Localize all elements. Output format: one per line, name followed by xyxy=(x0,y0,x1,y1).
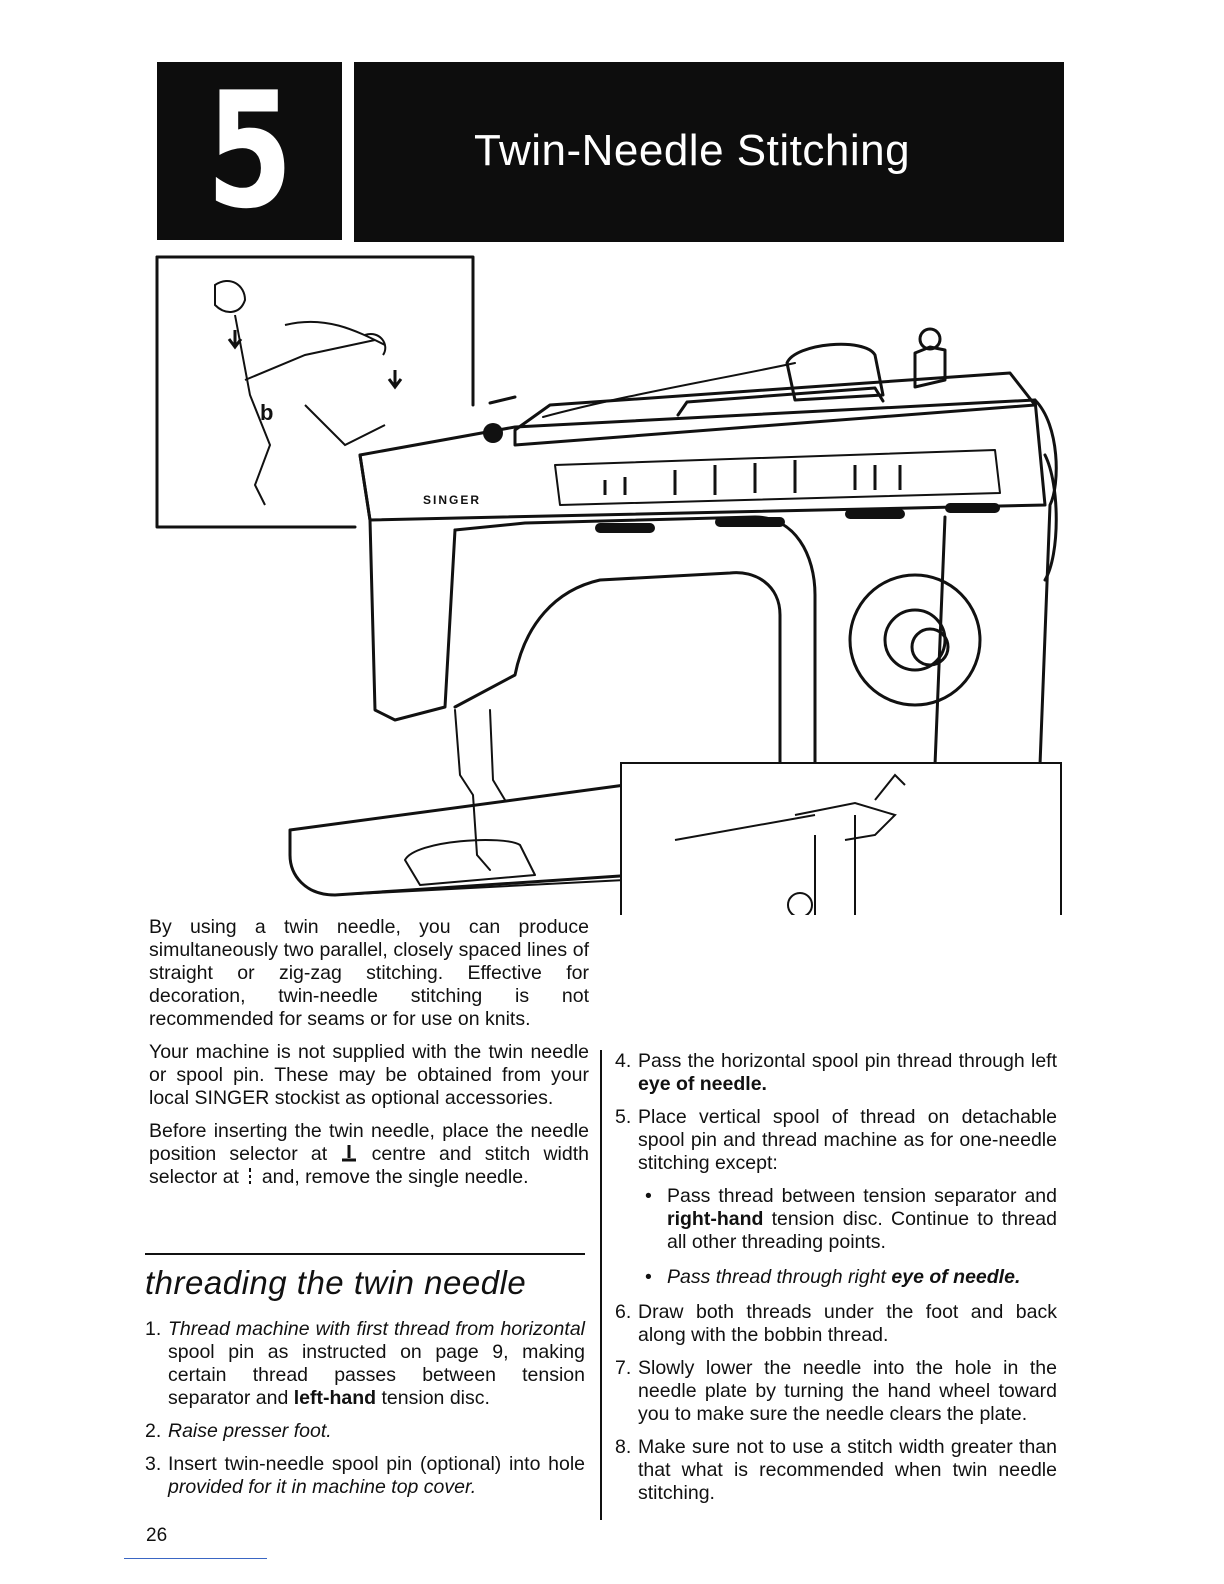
step-6 xyxy=(615,1301,1057,1347)
section-title: threading the twin needle xyxy=(145,1264,527,1301)
bullet-2 xyxy=(645,1266,1057,1289)
column-divider xyxy=(600,1050,602,1520)
step-text: Place vertical spool of thread on detachable spool pin and thread machine as for one-needle stitching except: xyxy=(638,1106,1057,1174)
intro-p3-after: and, remove the single needle. xyxy=(261,1166,529,1188)
step-number: 7. xyxy=(615,1357,632,1379)
section-divider xyxy=(145,1253,585,1255)
step-text: Raise presser foot. xyxy=(168,1420,332,1442)
step-text: Make sure not to use a stitch width greater than that what is recommended when twin needle stitching. xyxy=(638,1436,1057,1504)
step-5 xyxy=(615,1106,1057,1175)
bullet-1 xyxy=(645,1185,1057,1254)
bullet-text-bold: eye of needle. xyxy=(891,1266,1021,1288)
needle-centre-position-icon xyxy=(340,1143,358,1163)
bullet-text-bold: right-hand xyxy=(667,1208,764,1230)
page-number: 26 xyxy=(146,1525,168,1546)
step-8 xyxy=(615,1436,1057,1505)
step-text: Draw both threads under the foot and back along with the bobbin thread. xyxy=(638,1301,1057,1346)
step-number: 8. xyxy=(615,1436,632,1458)
steps-left-column xyxy=(145,1318,585,1509)
chapter-number-box xyxy=(157,57,342,244)
step-text-tail: tension disc. xyxy=(381,1387,490,1409)
step-text-bold: left-hand xyxy=(293,1387,377,1409)
step-7 xyxy=(615,1357,1057,1426)
bullet-text-italic: Pass thread through right xyxy=(667,1266,886,1288)
step-2 xyxy=(145,1420,585,1443)
page-title: Twin-Needle Stitching xyxy=(474,126,911,175)
brand-label: SINGER xyxy=(423,493,482,507)
step-4 xyxy=(615,1050,1057,1096)
bottom-line xyxy=(124,1558,267,1559)
step-number: 4. xyxy=(615,1050,632,1072)
step-number: 2. xyxy=(145,1420,162,1442)
intro-paragraph-3 xyxy=(149,1120,589,1189)
bullet-dot: • xyxy=(645,1266,652,1288)
step-number: 5. xyxy=(615,1106,632,1128)
step-1 xyxy=(145,1318,585,1410)
intro-p3-before: Before inserting the twin needle, place the needle position selector at xyxy=(149,1120,589,1165)
chapter-number: 5 xyxy=(206,57,293,244)
step-text-italic: provided for it in machine top cover. xyxy=(168,1476,477,1498)
step-text: Insert twin-needle spool pin (optional) into hole xyxy=(168,1453,585,1475)
step-number: 6. xyxy=(615,1301,632,1323)
bullet-text-tail: tension disc. Continue to thread all other threading points. xyxy=(667,1208,1057,1253)
bullet-dot: • xyxy=(645,1185,652,1207)
step-text: Slowly lower the needle into the hole in the needle plate by turning the hand wheel toward you to make sure the needle clears the plate. xyxy=(638,1357,1057,1425)
steps-right-column xyxy=(615,1050,1057,1515)
step-text-italic: Thread machine with first thread from horizontal xyxy=(168,1318,585,1340)
inset-label: b xyxy=(260,400,274,425)
intro-text xyxy=(149,916,589,1199)
title-bar xyxy=(354,62,1064,242)
step-text: Pass the horizontal spool pin thread through left xyxy=(638,1050,1057,1072)
bullet-text: Pass thread between tension separator and xyxy=(667,1185,1057,1207)
straight-stitch-width-icon xyxy=(244,1166,256,1186)
step-3 xyxy=(145,1453,585,1499)
intro-paragraph-1: By using a twin needle, you can produce simultaneously two parallel, closely spaced lines of straight or zig-zag stitching. Effective for decoration, twin-needle stitching is not recommended for seams or for use on knits. xyxy=(149,916,589,1030)
intro-paragraph-2: Your machine is not supplied with the twin needle or spool pin. These may be obtained from your local SINGER stockist as optional accessories. xyxy=(149,1041,589,1109)
intro-p3-middle: centre and stitch width selector at xyxy=(149,1143,589,1188)
step-number: 1. xyxy=(145,1318,162,1340)
step-text: spool pin as instructed on page 9, making certain thread passes between tension separator and xyxy=(168,1341,585,1409)
step-text-bold: eye of needle. xyxy=(638,1073,767,1095)
sewing-machine-illustration xyxy=(155,255,1065,915)
step-number: 3. xyxy=(145,1453,162,1475)
